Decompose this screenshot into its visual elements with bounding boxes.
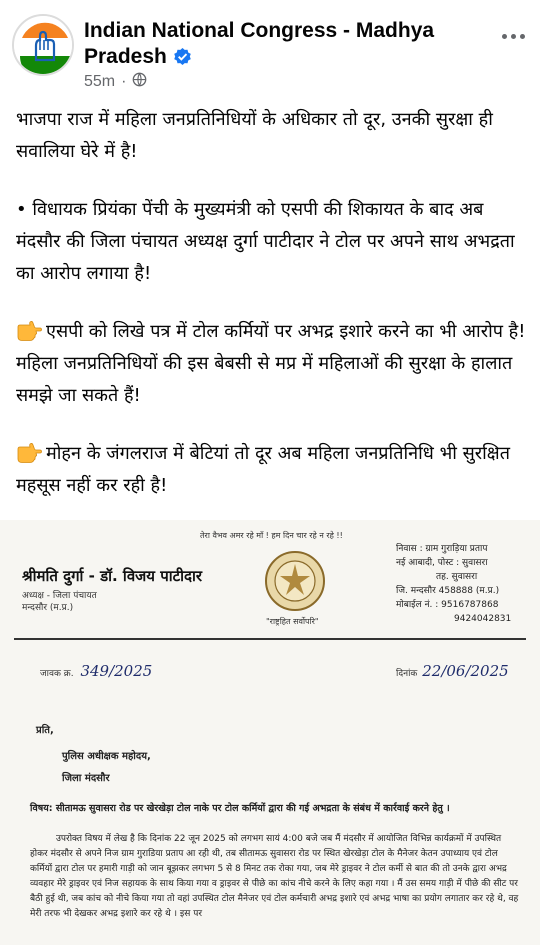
congress-logo-icon (14, 16, 74, 76)
date-label: दिनांक (396, 669, 418, 679)
letter-divider (14, 638, 526, 640)
letter-body-text: उपरोक्त विषय में लेख है कि दिनांक 22 जून 2025 को लगभग सायं 4:00 बजे जब मैं मंदसौर में आयोजित विभिन्न कार्यक्रमों में उपस्थित होकर मंदसौर से अपने निज ग्राम गुराडिया प्रताप आ रही थी, तब सीतामऊ सुवासरा रोड पर स्थित खेरखेड़ा टोल के मैनेजर केतन उपाध्याय एवं टोल कर्मियों द्वारा टोल पर हमारी गाड़ी को जान बूझकर लगभग 5 से 8 मिनट तक रोका गया, जब मेरे ड्राइवर ने टोल कर्मी से बात की तो उनके द्वारा अभद्र व्यवहार मेरे ड्राइवर एवं निज सहायक के साथ किया गया व ड्राइवर से पीछे का कांच नीचे करने के लिए कहा गया । मैं उस समय गाड़ी में पीछे की सीट पर बैठी हुई थी, जब कांच को नीचे किया गया तो वहां उपस्थित टोल मैनेजर एवं टोल कर्मचारी अभद्र इशारे एवं अभद्र भाषा का प्रयोग लगातार कर रहे थे, वह मेरी तरफ भी देखकर अभद्र इशारे कर रहे थे । इस पर (30, 834, 519, 919)
letter-reference (40, 662, 152, 680)
page-name[interactable] (84, 18, 474, 73)
letter-motto: तेरा वैभव अमर रहे माँ ! हम दिन चार रहे न रहे !! (200, 531, 343, 540)
address-line: तह. सुवासरा (436, 572, 478, 582)
letter-date (396, 662, 509, 680)
letter-body (30, 832, 520, 922)
address-line: जि. मन्दसौर 458888 (म.प्र.) (396, 586, 500, 596)
date-value: 22/06/2025 (422, 662, 509, 680)
pointing-hand-icon (16, 441, 42, 463)
globe-icon[interactable] (132, 72, 147, 92)
letter-address (396, 542, 511, 626)
post-text (16, 104, 528, 502)
post-timestamp[interactable]: 55m (84, 73, 116, 90)
letter-subject: विषय: सीतामऊ सुवासरा रोड पर खेरखेड़ा टोल नाके पर टोल कर्मियों द्वारा की गई अभद्रता के संबंध में कार्रवाई करने हेतु । (30, 803, 450, 814)
pointing-hand-icon (16, 319, 42, 341)
address-line: निवास : ग्राम गुराड़िया प्रताप (396, 544, 488, 554)
letter-sender-name: श्रीमति दुर्गा - डॉ. विजय पाटीदार (22, 567, 203, 585)
meta-separator: · (121, 73, 127, 90)
more-options-icon[interactable] (496, 22, 530, 50)
post-header (0, 0, 540, 100)
post-paragraph (16, 438, 528, 502)
letter-place: मन्दसौर (म.प्र.) (22, 603, 74, 613)
address-line: नई आबादी, पोस्ट : सुवासरा (396, 558, 488, 568)
post-paragraph: • विधायक प्रियंका पेंची के मुख्यमंत्री को एसपी की शिकायत के बाद अब मंदसौर की जिला पंचायत अध्यक्ष दुर्गा पाटीदार ने टोल पर अपने साथ अभद्रता का आरोप लगाया है! (16, 199, 515, 284)
letter-designation: अध्यक्ष - जिला पंचायत (22, 591, 97, 601)
address-line: 9424042831 (454, 614, 512, 624)
reference-label: जावक क्र. (40, 669, 74, 679)
post-paragraph-text: मोहन के जंगलराज में बेटियां तो दूर अब महिला जनप्रतिनिधि भी सुरक्षित महसूस नहीं कर रही है! (16, 443, 510, 496)
post-image-letter[interactable] (0, 520, 540, 945)
post-meta (84, 72, 147, 92)
letter-recipient-district: जिला मंदसौर (62, 773, 110, 784)
letter-recipient: पुलिस अधीक्षक महोदय, (62, 751, 151, 762)
address-line: मोबाईल नं. : 9516787868 (396, 600, 499, 610)
post-paragraph-text: एसपी को लिखे पत्र में टोल कर्मियों पर अभद्र इशारे करने का भी आरोप है! महिला जनप्रतिनिधियों की इस बेबसी से मप्र में महिलाओं की सुरक्षा के हालात समझे जा सकते हैं! (16, 321, 526, 406)
letter-to-label: प्रति, (36, 725, 54, 736)
letter-emblem-icon (264, 550, 326, 612)
letter-tagline: "राष्ट्रहित सर्वोपरि" (266, 617, 319, 626)
verified-badge-icon (173, 47, 192, 73)
page-name-text[interactable]: Indian National Congress - Madhya Pradesh (84, 19, 435, 68)
page-avatar[interactable] (12, 14, 74, 76)
reference-number: 349/2025 (80, 662, 153, 680)
post-paragraph (16, 316, 528, 412)
post-paragraph: भाजपा राज में महिला जनप्रतिनिधियों के अधिकार तो दूर, उनकी सुरक्षा ही सवालिया घेरे में है! (16, 109, 493, 162)
